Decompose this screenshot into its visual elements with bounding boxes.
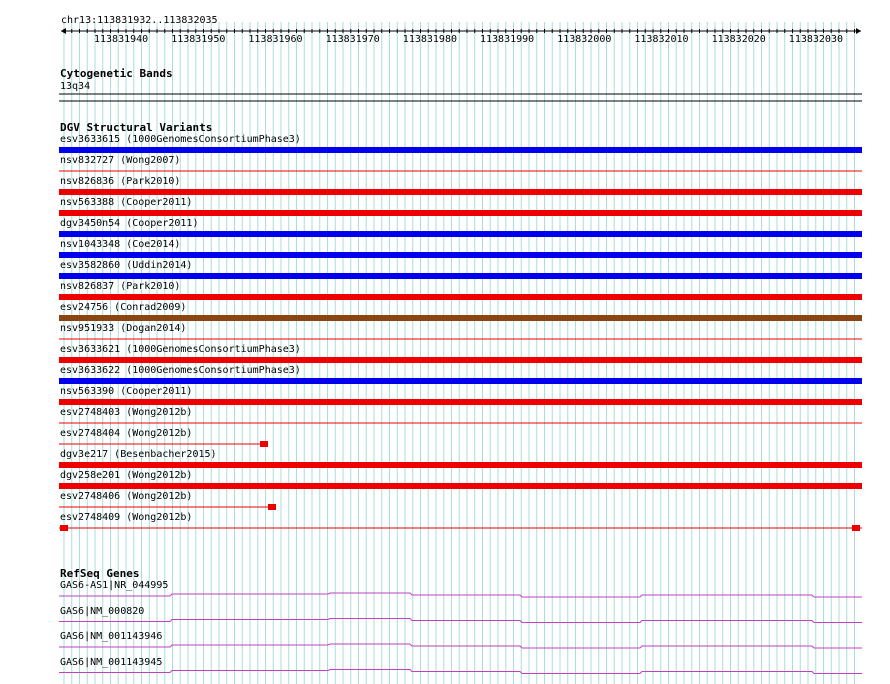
- cytoband-track-title: Cytogenetic Bands: [60, 67, 173, 80]
- ruler-tick-label: 113832020: [711, 34, 766, 45]
- cytoband-label: 13q34: [60, 81, 91, 92]
- ruler-right-arrow-icon[interactable]: [856, 28, 861, 34]
- variant-label[interactable]: dgv3e217 (Besenbacher2015): [60, 449, 217, 460]
- gene-label[interactable]: GAS6-AS1|NR_044995: [60, 580, 169, 591]
- variant-label[interactable]: esv3633622 (1000GenomesConsortiumPhase3): [60, 365, 301, 376]
- variant-bar[interactable]: [59, 294, 862, 300]
- ruler-tick-label: 113832010: [634, 34, 689, 45]
- variant-label[interactable]: esv2748404 (Wong2012b): [60, 428, 193, 439]
- variant-label[interactable]: esv3582860 (Uddin2014): [60, 260, 193, 271]
- dgv-track-title: DGV Structural Variants: [60, 121, 213, 134]
- band-separators: [59, 94, 862, 101]
- ruler-tick-label: 113831970: [325, 34, 380, 45]
- ruler-tick-label: 113831960: [248, 34, 303, 45]
- variant-bar[interactable]: [59, 231, 862, 237]
- gene-line[interactable]: [59, 593, 862, 597]
- variant-label[interactable]: esv3633615 (1000GenomesConsortiumPhase3): [60, 134, 301, 145]
- variant-block[interactable]: [268, 504, 276, 510]
- ruler-tick-label: 113831950: [171, 34, 226, 45]
- variant-label[interactable]: esv2748409 (Wong2012b): [60, 512, 193, 523]
- variant-label[interactable]: nsv832727 (Wong2007): [60, 155, 181, 166]
- ruler-position-label: chr13:113831932..113832035: [61, 15, 218, 26]
- variant-label[interactable]: nsv1043348 (Coe2014): [60, 239, 181, 250]
- variant-label[interactable]: nsv826836 (Park2010): [60, 176, 181, 187]
- variant-label[interactable]: nsv826837 (Park2010): [60, 281, 181, 292]
- variant-label[interactable]: esv2748406 (Wong2012b): [60, 491, 193, 502]
- gene-label[interactable]: GAS6|NM_001143945: [60, 656, 163, 668]
- variant-bar[interactable]: [59, 315, 862, 321]
- ruler-tick-label: 113832000: [557, 34, 612, 45]
- variant-label[interactable]: nsv951933 (Dogan2014): [60, 323, 187, 334]
- gene-line[interactable]: [59, 619, 862, 623]
- variant-bar[interactable]: [59, 147, 862, 153]
- variant-label[interactable]: dgv3450n54 (Cooper2011): [60, 218, 199, 229]
- gene-line[interactable]: [59, 644, 862, 648]
- variant-bar[interactable]: [59, 189, 862, 195]
- variant-block[interactable]: [60, 525, 68, 531]
- gene-label[interactable]: GAS6|NM_000820: [60, 605, 145, 617]
- variant-bar[interactable]: [59, 252, 862, 258]
- gene-line[interactable]: [59, 670, 862, 674]
- variant-label[interactable]: dgv258e201 (Wong2012b): [60, 470, 193, 481]
- gene-label[interactable]: GAS6|NM_001143946: [60, 631, 163, 642]
- variant-bar[interactable]: [59, 399, 862, 405]
- refseq-gene-features: [59, 593, 862, 674]
- variant-bar[interactable]: [59, 210, 862, 216]
- ruler-tick-label: 113831940: [94, 34, 149, 45]
- variant-bar[interactable]: [59, 483, 862, 489]
- refseq-track-title: RefSeq Genes: [60, 567, 140, 580]
- ruler-tick-label: 113832030: [788, 34, 843, 45]
- variant-bar[interactable]: [59, 462, 862, 468]
- variant-label[interactable]: nsv563390 (Cooper2011): [60, 386, 193, 397]
- variant-label[interactable]: esv3633621 (1000GenomesConsortiumPhase3): [60, 344, 301, 355]
- ruler-tick-label: 113831990: [480, 34, 535, 45]
- variant-block[interactable]: [260, 441, 268, 447]
- variant-label[interactable]: esv2748403 (Wong2012b): [60, 407, 193, 418]
- variant-block[interactable]: [852, 525, 860, 531]
- variant-bar[interactable]: [59, 357, 862, 363]
- variant-label[interactable]: nsv563388 (Cooper2011): [60, 197, 193, 208]
- ruler-tick-label: 113831980: [402, 34, 457, 45]
- variant-bar[interactable]: [59, 378, 862, 384]
- variant-bar[interactable]: [59, 273, 862, 279]
- variant-label[interactable]: esv24756 (Conrad2009): [60, 302, 187, 313]
